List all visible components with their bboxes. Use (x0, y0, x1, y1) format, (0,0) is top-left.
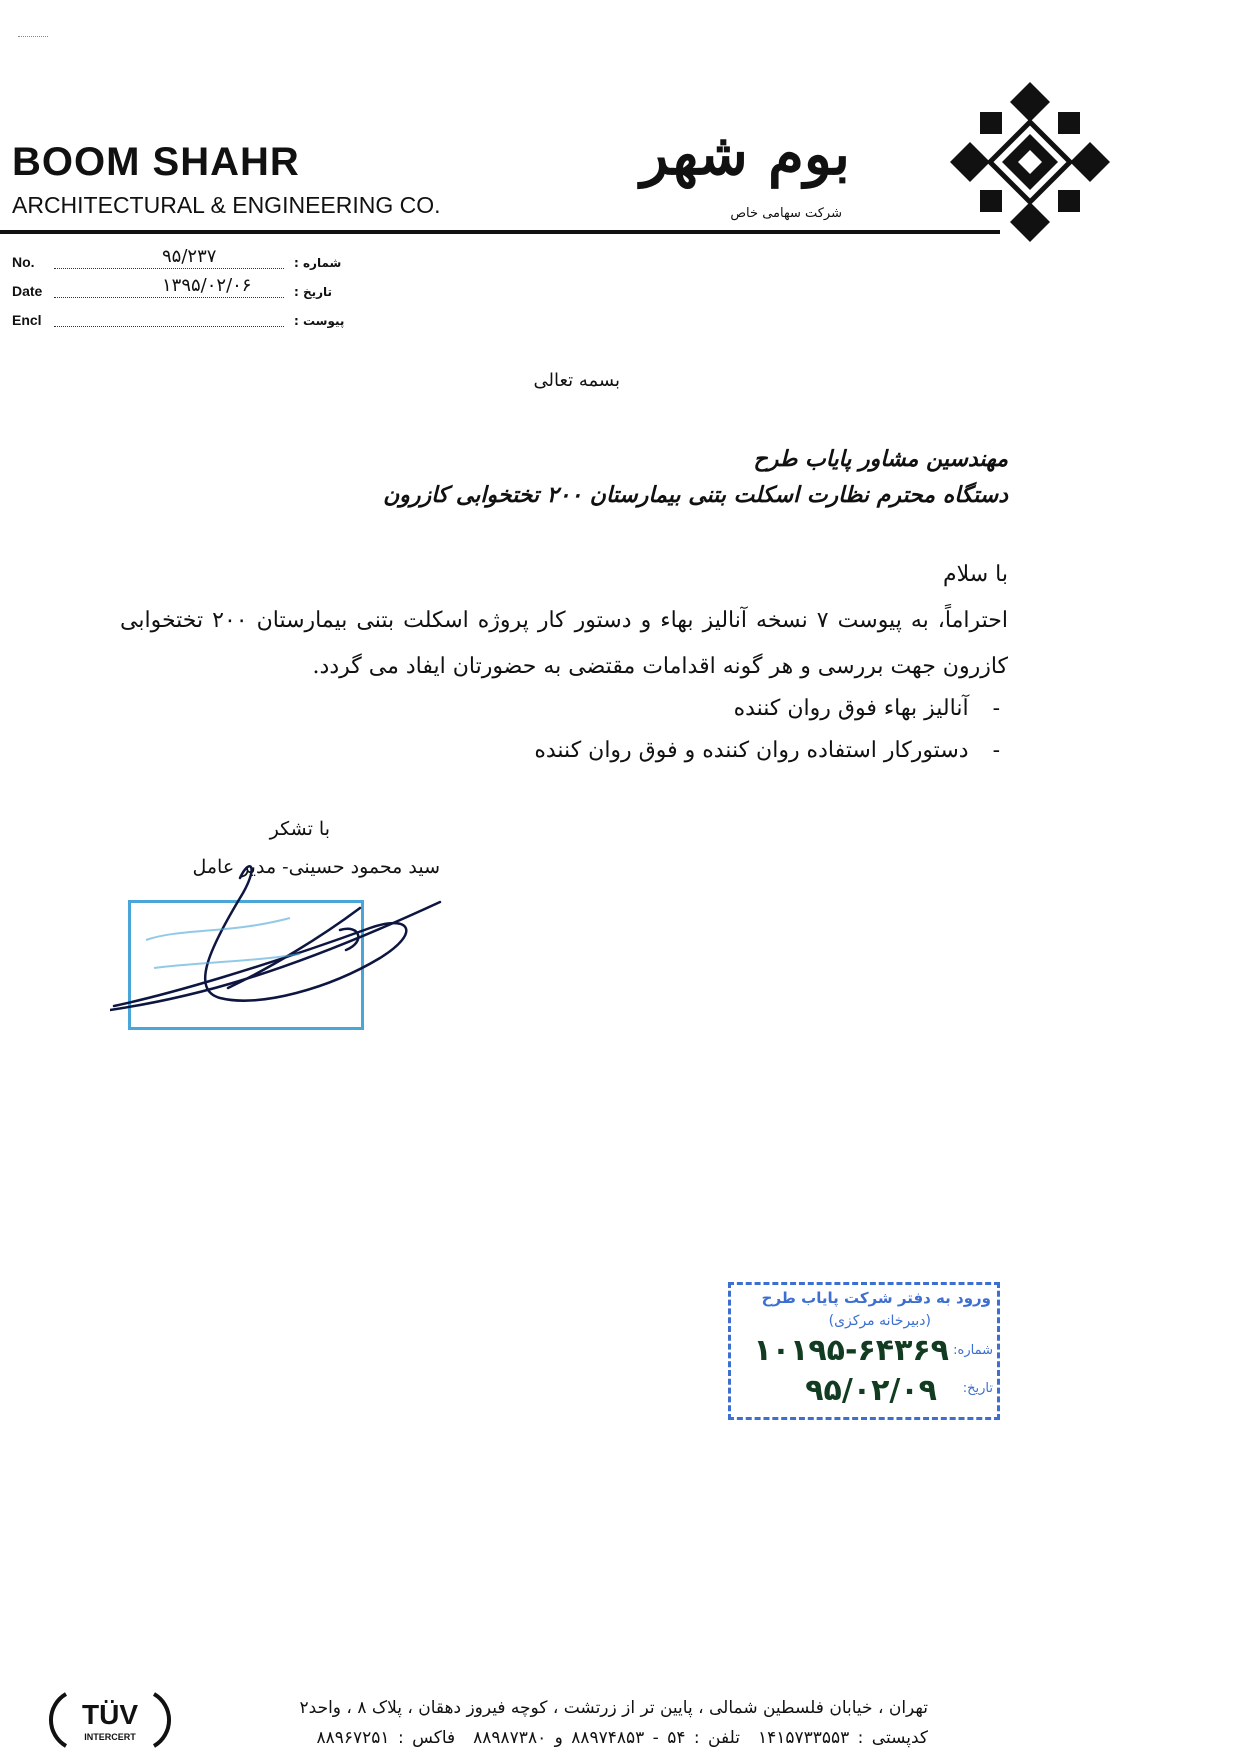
company-type-fa: شرکت سهامی خاص (730, 206, 842, 221)
company-emblem-icon (940, 72, 1120, 252)
tuv-mark: TÜV (82, 1699, 138, 1730)
encl-line (54, 326, 284, 327)
number-label-fa: شماره : (294, 256, 342, 270)
list-item (534, 738, 1000, 763)
tuv-sub: INTERCERT (84, 1732, 136, 1742)
meta-date-row (12, 275, 333, 307)
company-subtitle-en: ARCHITECTURAL & ENGINEERING CO. (12, 192, 441, 218)
number-label-en: No. (12, 254, 35, 270)
meta-encl-row (12, 312, 345, 336)
stamp-date-label: تاریخ: (962, 1381, 993, 1396)
encl-label-en: Encl (12, 312, 42, 328)
postal-code: کدپستی : ۱۴۱۵۷۳۳۵۵۳ (757, 1728, 928, 1748)
bullet-text: آنالیز بهاء فوق روان کننده (733, 696, 969, 721)
number-value: ۹۵/۲۳۷ (162, 246, 217, 267)
date-value: ۱۳۹۵/۰۲/۰۶ (162, 275, 252, 296)
letter-body: احتراماً، به پیوست ۷ نسخه آنالیز بهاء و دستور کار پروژه اسکلت بتنی بیمارستان ۲۰۰ تختخوابی کازرون جهت بررسی و هر گونه اقدامات مقتضی به حضورتان ایفاد می گردد. (120, 608, 1008, 679)
fax: فاکس : ۸۸۹۶۷۲۵۱ (316, 1728, 456, 1748)
date-line (54, 297, 284, 298)
header-rule (0, 230, 1000, 234)
phone: تلفن : ۵۴ - ۸۸۹۷۴۸۵۳ و ۸۸۹۸۷۳۸۰ (473, 1728, 740, 1748)
bullet-dash: - (992, 696, 1000, 721)
addressee-line-2: دستگاه محترم نظارت اسکلت بتنی بیمارستان ۲۰۰ تختخوابی کازرون (383, 482, 1008, 508)
stamp-number-value: ۱۰۱۹۵-۶۴۳۶۹ (753, 1333, 949, 1368)
received-stamp (728, 1282, 1000, 1420)
closing: با تشکر (269, 818, 330, 840)
bullet-dash: - (992, 738, 1000, 763)
greeting: با سلام (942, 562, 1008, 587)
addressee-line-1: مهندسین مشاور پایاب طرح (753, 446, 1008, 472)
bullet-text: دستورکار استفاده روان کننده و فوق روان کننده (534, 738, 969, 763)
signer: سید محمود حسینی- مدیر عامل (192, 856, 440, 878)
margin-mark (18, 36, 48, 37)
company-name-en: BOOM SHAHR (12, 140, 300, 184)
footer-address: تهران ، خیابان فلسطین شمالی ، پایین تر از زرتشت ، کوچه فیروز دهقان ، پلاک ۸ ، واحد۲ (299, 1698, 928, 1718)
tuv-certification-icon (48, 1688, 172, 1750)
stamp-date-value: ۹۵/۰۲/۰۹ (805, 1373, 937, 1408)
signature-icon (110, 858, 450, 1028)
company-name-fa: بوم شهر (640, 120, 850, 188)
stamp-number-label: شماره: (953, 1343, 993, 1358)
number-line (54, 268, 284, 269)
date-label-fa: تاریخ : (294, 285, 333, 299)
stamp-title: ورود به دفتر شرکت پایاب طرح (761, 1289, 991, 1307)
invocation: بسمه تعالی (533, 370, 620, 391)
list-item (734, 696, 1000, 721)
footer-contacts (299, 1728, 929, 1748)
date-label-en: Date (12, 283, 43, 299)
encl-label-fa: پیوست : (294, 314, 345, 328)
stamp-subtitle: (دبیرخانه مرکزی) (828, 1313, 931, 1329)
